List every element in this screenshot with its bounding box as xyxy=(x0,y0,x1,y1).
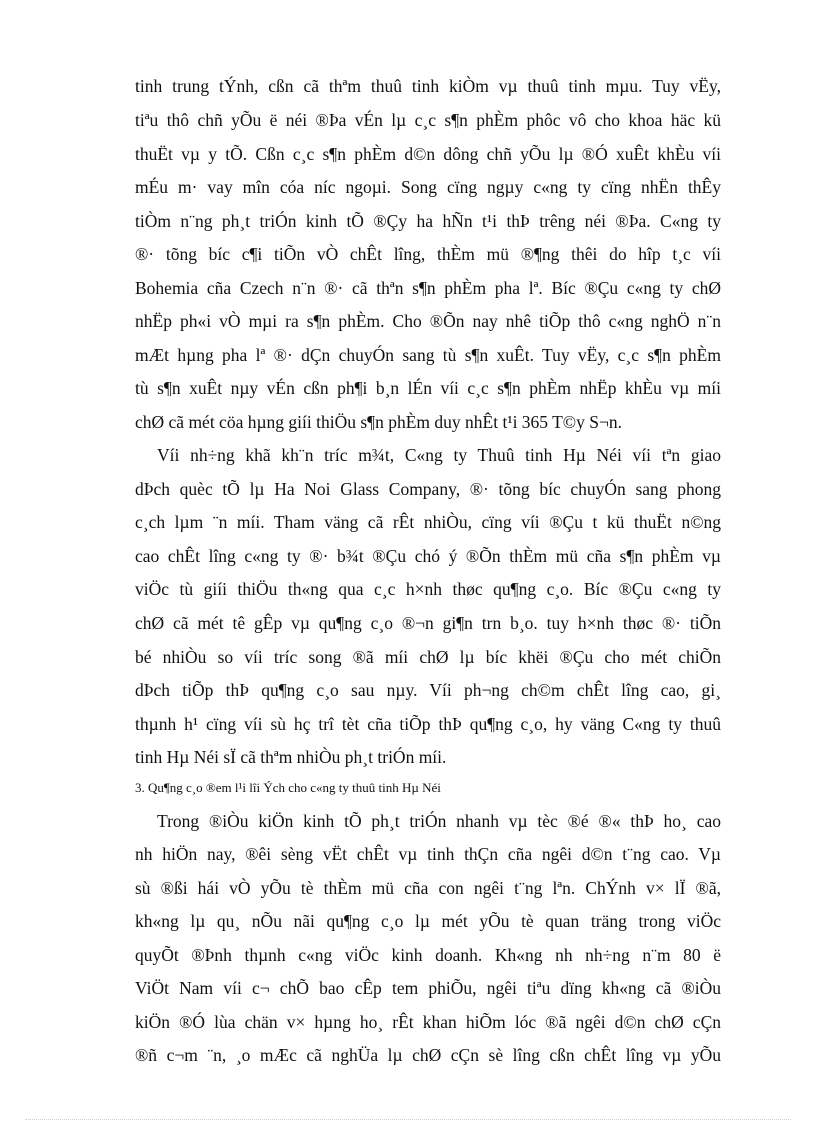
section-heading: 3. Qu¶ng c¸o ®em l¹i lîi Ých cho c«ng ty thuû tinh Hµ Néi xyxy=(135,780,441,795)
paragraph-line: nh hiÖn nay, ®êi sèng vËt chÊt vµ tinh thÇn cña ngêi d©n t¨ng cao. Vµ xyxy=(135,844,721,864)
paragraph-line: ViÖt Nam víi c¬ chÕ bao cÊp tem phiÕu, ngêi tiªu dïng kh«ng cã ®iÒu xyxy=(135,978,721,998)
paragraph-line: bé nhiÒu so víi tríc song ®ã míi chØ lµ bíc khëi ®Çu cho mét chiÕn xyxy=(135,647,721,667)
paragraph-line: cao chÊt lîng c«ng ty ®· b¾t ®Çu chó ý ®Õn thÈm mü cña s¶n phÈm vµ xyxy=(135,546,721,566)
paragraph-line: chØ cã mét cöa hµng giíi thiÖu s¶n phÈm duy nhÊt t¹i 365 T©y S¬n. xyxy=(135,412,622,432)
paragraph-line: nhËp ph«i vÒ mµi ra s¶n phÈm. Cho ®Õn nay nhê tiÕp thô c«ng nghÖ n¨n xyxy=(135,311,721,331)
paragraph-line: viÖc tù giíi thiÖu th«ng qua c¸c h×nh thøc qu¶ng c¸o. Bíc ®Çu c«ng ty xyxy=(135,579,721,599)
paragraph-line: thµnh h¹ cïng víi sù hç trî tèt cña tiÕp thÞ qu¶ng c¸o, hy väng C«ng ty thuû xyxy=(135,714,721,734)
paragraph-line: kh«ng lµ qu¸ nÕu nãi qu¶ng c¸o lµ mét yÕu tè quan träng trong viÖc xyxy=(135,911,721,931)
paragraph-line: Bohemia cña Czech n¨n ®· cã thªn s¶n phÈm pha lª. Bíc ®Çu c«ng ty chØ xyxy=(135,278,721,298)
paragraph-line: sù ®ßi hái vÒ yÕu tè thÈm mü cña con ngêi t¨ng lªn. ChÝnh v× lÏ ®ã, xyxy=(135,878,721,898)
page-bottom-divider xyxy=(25,1119,791,1120)
paragraph-line: dÞch quèc tÕ lµ Ha Noi Glass Company, ®· tõng bíc chuyÓn sang phong xyxy=(135,479,721,499)
paragraph-line: dÞch tiÕp thÞ qu¶ng c¸o sau nµy. Víi ph¬ng ch©m chÊt lîng cao, gi¸ xyxy=(135,680,721,700)
paragraph-line: chØ cã mét tê gÊp vµ qu¶ng c¸o ®¬n gi¶n trn b¸o. tuy h×nh thøc ®· tiÕn xyxy=(135,613,721,633)
paragraph-line: mÉu m· vay mîn cóa níc ngoµi. Song cïng ngµy c«ng ty cïng nhËn thÊy xyxy=(135,177,721,197)
paragraph-line: ®· tõng bíc c¶i tiÕn vÒ chÊt lîng, thÈm mü ®¶ng thêi do hîp t¸c víi xyxy=(135,244,721,264)
paragraph-line: tù s¶n xuÊt nµy vÉn cßn ph¶i b¸n lÉn víi c¸c s¶n phÈm nhËp khÈu vµ míi xyxy=(135,378,721,398)
paragraph-line: tinh trung tÝnh, cßn cã thªm thuû tinh kiÒm vµ thuû tinh mµu. Tuy vËy, xyxy=(135,76,721,96)
paragraph-line: tiªu thô chñ yÕu ë néi ®Þa vÉn lµ c¸c s¶n phÈm phôc vô cho khoa häc kü xyxy=(135,110,721,130)
paragraph-line: tiÒm n¨ng ph¸t triÓn kinh tÕ ®Çy ha hÑn t¹i thÞ trêng néi ®Þa. C«ng ty xyxy=(135,211,721,231)
paragraph-line: mÆt hµng pha lª ®· dÇn chuyÓn sang tù s¶n xuÊt. Tuy vËy, c¸c s¶n phÈm xyxy=(135,345,721,365)
paragraph-line: Trong ®iÒu kiÖn kinh tÕ ph¸t triÓn nhanh vµ tèc ®é ®« thÞ ho¸ cao xyxy=(157,811,721,831)
paragraph-line: tinh Hµ Néi sÏ cã thªm nhiÒu ph¸t triÓn míi. xyxy=(135,747,447,767)
paragraph-line: thuËt vµ y tÕ. Cßn c¸c s¶n phÈm d©n dông chñ yÕu lµ ®Ó xuÊt khÈu víi xyxy=(135,144,721,164)
paragraph-line: Víi nh÷ng khã kh¨n tríc m¾t, C«ng ty Thuû tinh Hµ Néi víi tªn giao xyxy=(157,445,721,465)
paragraph-line: kiÖn ®Ó lùa chän v× hµng ho¸ rÊt khan hiÕm lóc ®ã ngêi d©n chØ cÇn xyxy=(135,1012,721,1032)
paragraph-line: ®ñ c¬m ¨n, ¸o mÆc cã nghÜa lµ chØ cÇn sè lîng cßn chÊt lîng vµ yÕu xyxy=(135,1045,721,1065)
paragraph-line: quyÕt ®Þnh thµnh c«ng viÖc kinh doanh. Kh«ng nh nh÷ng n¨m 80 ë xyxy=(135,945,721,965)
paragraph-line: c¸ch lµm ¨n míi. Tham väng cã rÊt nhiÒu, cïng víi ®Çu t kü thuËt n©ng xyxy=(135,512,721,532)
